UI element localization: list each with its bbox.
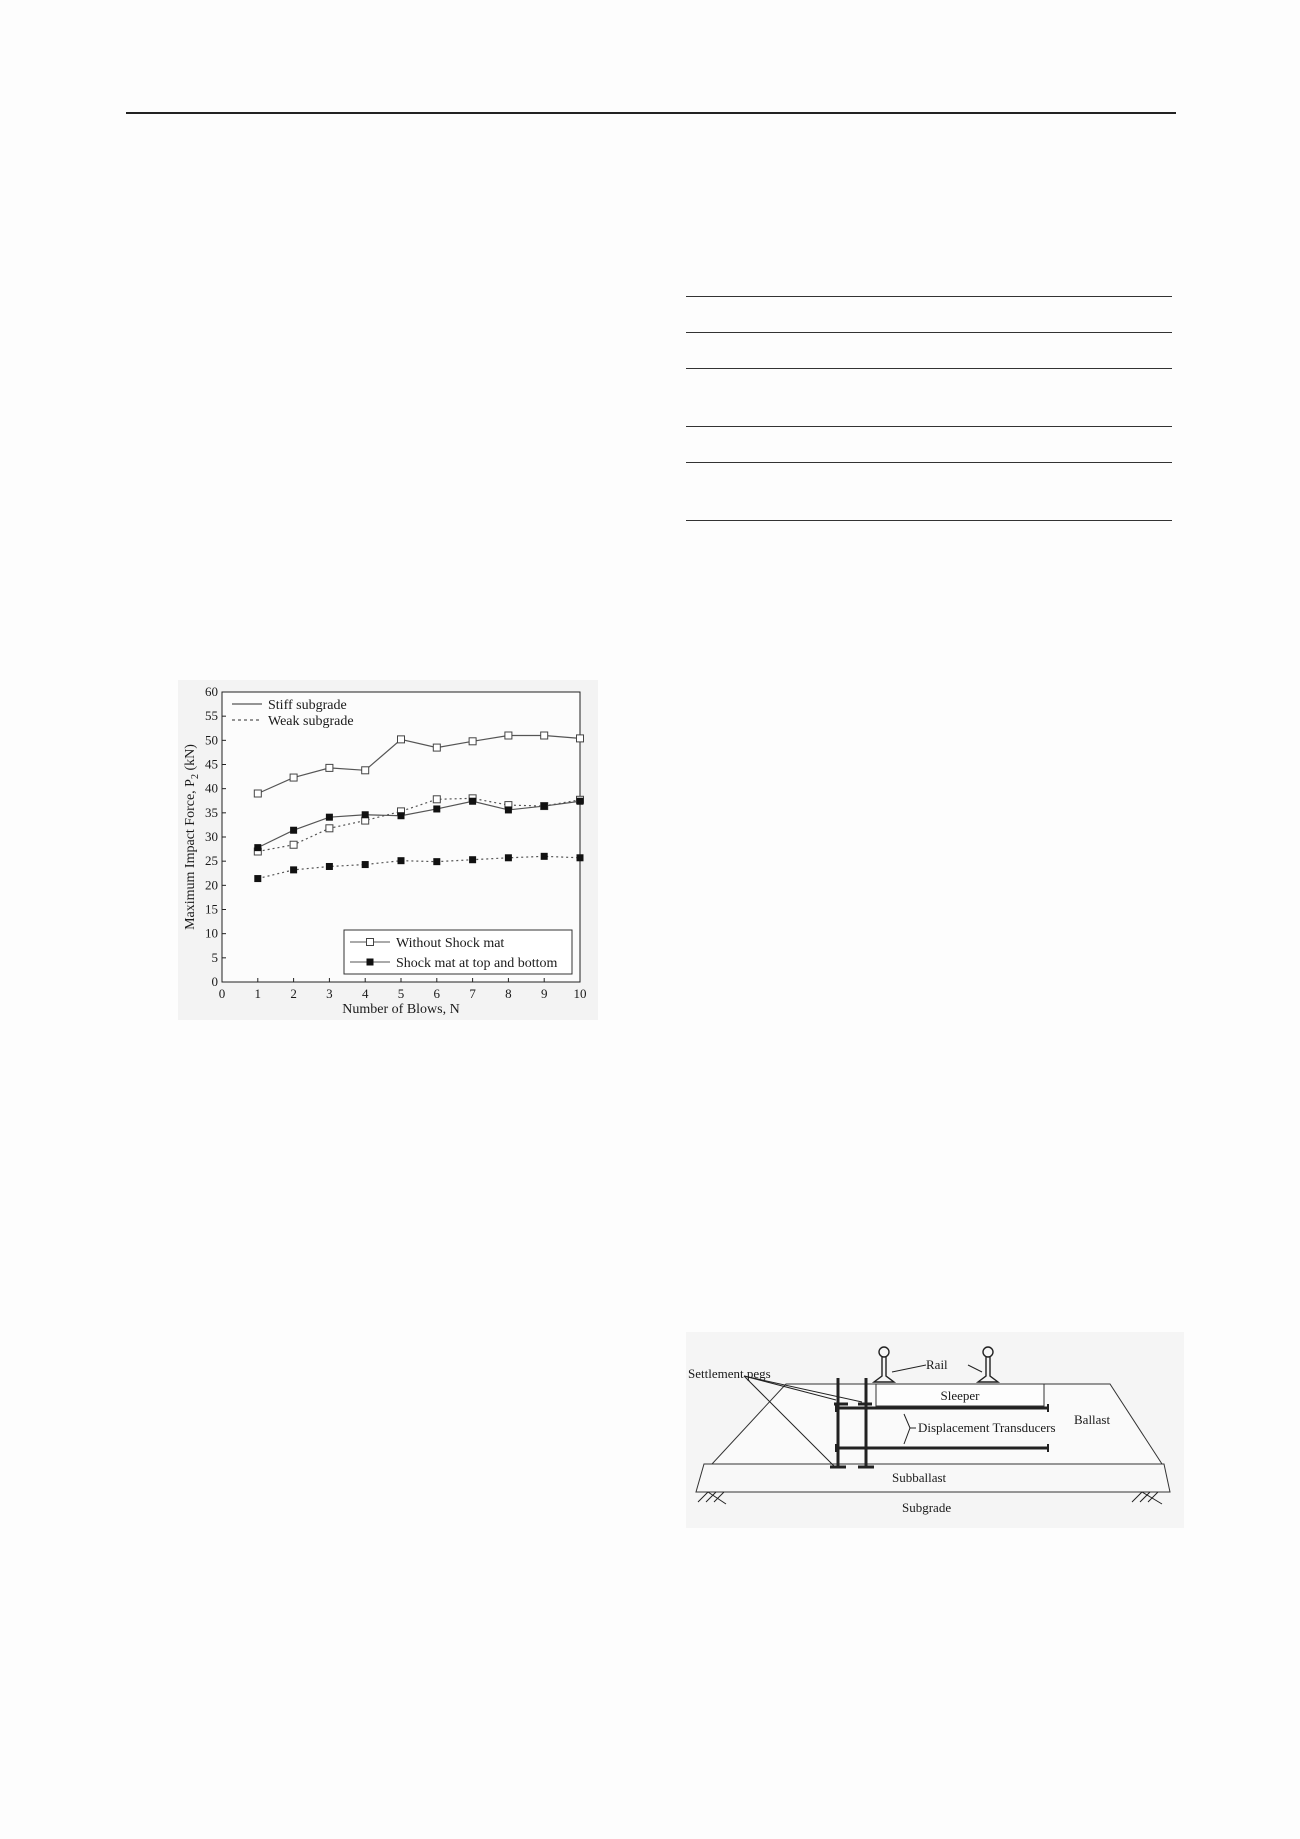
series-point — [577, 735, 584, 742]
series-point — [326, 863, 333, 870]
series-point — [290, 841, 297, 848]
series-point — [433, 805, 440, 812]
series-point — [541, 803, 548, 810]
y-axis-label-main: Maximum Impact Force, P — [183, 779, 198, 930]
series-point — [362, 861, 369, 868]
x-tick-label: 3 — [326, 986, 333, 1001]
series-point — [290, 774, 297, 781]
track-section-figure — [686, 1332, 1184, 1528]
series-point — [362, 811, 369, 818]
y-tick-label: 30 — [205, 829, 218, 844]
table-rule — [686, 426, 1172, 427]
legend-open-square-marker — [367, 939, 374, 946]
y-tick-label: 15 — [205, 901, 218, 917]
y-tick-label: 35 — [205, 804, 218, 820]
series-point — [398, 736, 405, 743]
series-point — [254, 790, 261, 797]
series-point — [577, 798, 584, 805]
y-tick-label: 40 — [205, 780, 218, 796]
table-rule — [686, 296, 1172, 297]
legend-weak-subgrade: Weak subgrade — [268, 714, 354, 729]
series-point — [469, 856, 476, 863]
y-axis-label-subscript: 2 — [190, 774, 201, 780]
y-tick-label: 10 — [205, 925, 218, 941]
impact-force-chart-svg — [178, 680, 598, 1020]
x-tick-label: 5 — [397, 986, 405, 1001]
series-point — [505, 806, 512, 813]
series-point — [362, 767, 369, 774]
series-point — [577, 854, 584, 861]
y-tick-label: 0 — [211, 974, 218, 989]
series-point — [541, 853, 548, 860]
label-rail: Rail — [926, 1357, 948, 1372]
series-point — [254, 875, 261, 882]
series-point — [290, 866, 297, 873]
x-tick-label: 6 — [433, 986, 441, 1001]
x-tick-label: 1 — [254, 986, 262, 1001]
label-sleeper: Sleeper — [940, 1388, 980, 1403]
y-tick-label: 20 — [205, 877, 218, 893]
series-point — [290, 827, 297, 834]
table-rule — [686, 368, 1172, 369]
series-point — [469, 798, 476, 805]
legend-shock-mat-top-bottom: Shock mat at top and bottom — [396, 956, 558, 971]
x-axis-label: Number of Blows, N — [342, 1002, 460, 1017]
series-point — [398, 812, 405, 819]
table-rule — [686, 520, 1172, 521]
x-tick-label: 8 — [505, 986, 512, 1001]
label-subgrade: Subgrade — [902, 1500, 952, 1515]
series-point — [469, 738, 476, 745]
series-point — [541, 732, 548, 739]
y-tick-label: 55 — [205, 708, 218, 724]
x-tick-label: 7 — [469, 986, 476, 1001]
series-point — [433, 744, 440, 751]
x-tick-label: 2 — [290, 986, 297, 1001]
label-ballast: Ballast — [1074, 1412, 1111, 1427]
table-frame — [686, 296, 1172, 522]
series-point — [326, 814, 333, 821]
table-rule — [686, 462, 1172, 463]
table-rule — [686, 332, 1172, 333]
series-point — [505, 854, 512, 861]
label-settlement-pegs: Settlement pegs — [688, 1366, 771, 1381]
y-tick-label: 60 — [205, 684, 218, 699]
track-section-svg — [686, 1332, 1184, 1528]
y-axis-label-unit: (kN) — [183, 744, 198, 775]
legend-filled-square-marker — [367, 959, 374, 966]
y-tick-label: 25 — [205, 853, 218, 869]
series-point — [326, 825, 333, 832]
series-point — [505, 732, 512, 739]
label-subballast: Subballast — [892, 1470, 947, 1485]
series-point — [433, 858, 440, 865]
y-tick-label: 50 — [205, 732, 218, 748]
label-displacement-transducers: Displacement Transducers — [918, 1420, 1056, 1435]
page-header-rule — [126, 112, 1176, 114]
legend-without-shock-mat: Without Shock mat — [396, 936, 505, 951]
series-point — [433, 796, 440, 803]
legend-stiff-subgrade: Stiff subgrade — [268, 698, 347, 713]
series-point — [326, 764, 333, 771]
x-tick-label: 4 — [361, 986, 369, 1001]
marker-legend — [344, 930, 572, 974]
y-tick-label: 5 — [211, 949, 218, 965]
x-tick-label: 10 — [573, 986, 587, 1001]
y-tick-label: 45 — [205, 756, 218, 772]
series-point — [254, 844, 261, 851]
impact-force-chart — [178, 680, 598, 1020]
x-tick-label: 0 — [218, 986, 226, 1001]
x-tick-label: 9 — [540, 986, 548, 1001]
series-point — [398, 857, 405, 864]
